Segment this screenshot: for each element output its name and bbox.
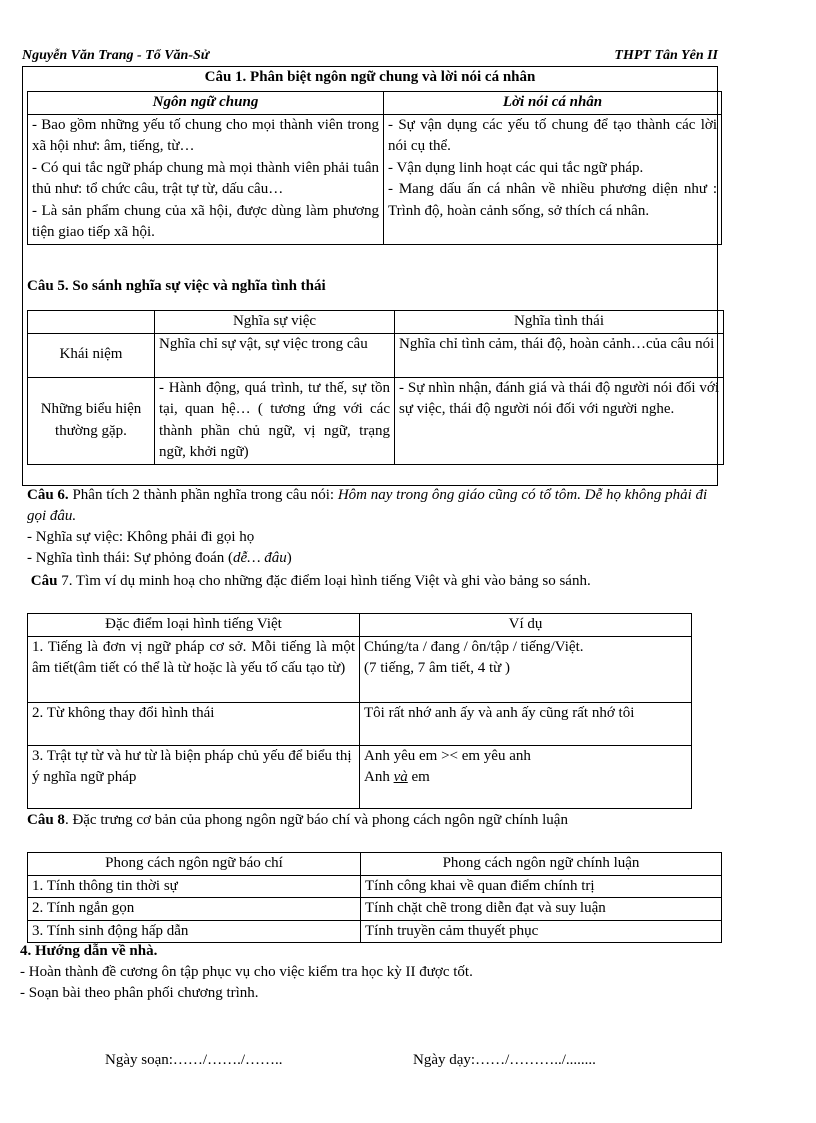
cau1-right-item: - Vận dụng linh hoạt các qui tắc ngữ pháp.	[388, 159, 644, 176]
cau8-title	[27, 810, 717, 831]
cau6-line1: - Nghĩa sự việc: Không phải đi gọi họ	[27, 529, 255, 545]
cau5-row1-c2: Nghĩa chỉ tình cảm, thái độ, hoàn cảnh…của câu nói	[395, 333, 724, 377]
cau8-row-left: 1. Tính thông tin thời sự	[28, 875, 361, 898]
cau1-left-item: - Bao gồm những yếu tố chung cho mọi thành viên trong xã hội như: âm, tiếng, từ…	[32, 116, 379, 154]
cau5-row2-c1: - Hành động, quá trình, tư thế, sự tồn tại, quan hệ… ( tương ứng với các thành phần chủ ngữ, vị ngữ, trạng ngữ, khởi ngữ)	[155, 377, 395, 464]
cau7-r2c1: 2. Từ không thay đổi hình thái	[28, 702, 360, 745]
cau5-row2-label: Những biểu hiện thường gặp.	[28, 377, 155, 464]
cau5-row2-c2: - Sự nhìn nhận, đánh giá và thái độ người nói đối với sự việc, thái độ người nói đối với người nghe.	[395, 377, 724, 464]
cau7-r2c2: Tôi rất nhớ anh ấy và anh ấy cũng rất nhớ tôi	[360, 702, 692, 745]
cau8-table	[27, 852, 722, 943]
cau8-head2: Phong cách ngôn ngữ chính luận	[361, 853, 722, 876]
cau1-left-item: - Có qui tắc ngữ pháp chung mà mọi thành viên phải tuân thủ như: tổ chức câu, trật tự từ, dấu câu…	[32, 159, 379, 197]
cau1-title: Câu 1. Phân biệt ngôn ngữ chung và lời nói cá nhân	[204, 69, 536, 85]
cau8-row-right: Tính công khai về quan điểm chính trị	[361, 875, 722, 898]
cau8-label: Câu 8	[27, 812, 65, 828]
ngay-day: Ngày dạy:……/………../........	[413, 1052, 596, 1068]
cau1-table	[27, 91, 722, 245]
cau7-r1c2	[360, 636, 692, 702]
cau8-row-left: 3. Tính sinh động hấp dẫn	[28, 920, 361, 943]
cau1-right-item: - Sự vận dụng các yếu tố chung để tạo thành các lời nói cụ thể.	[388, 116, 717, 154]
cau8-row-left: 2. Tính ngắn gọn	[28, 898, 361, 921]
author-label: Nguyễn Văn Trang - Tổ Văn-Sử	[22, 48, 210, 63]
cau1-col1-head: Ngôn ngữ chung	[28, 92, 384, 115]
cau8-row-right: Tính truyền cảm thuyết phục	[361, 920, 722, 943]
cau6-quote: Hôm nay trong ông giáo cũng có tổ tôm. Dễ họ không phải đi gọi đâu.	[27, 487, 708, 524]
cau1-right-item: - Mang dấu ấn cá nhân về nhiều phương diện như : Trình độ, hoàn cảnh sống, sở thích cá nhân.	[388, 181, 717, 219]
school-label: THPT Tân Yên II	[614, 48, 718, 63]
cau7-head1: Đặc điểm loại hình tiếng Việt	[28, 614, 360, 637]
cau7-r1c1: 1. Tiếng là đơn vị ngữ pháp cơ sở. Mỗi tiếng là một âm tiết(âm tiết có thể là từ hoặc là yếu tố cấu tạo từ)	[28, 636, 360, 702]
part4-title: 4. Hướng dẫn về nhà.	[20, 943, 158, 959]
cau7-r1c2a: Chúng/ta / đang / ôn/tập / tiếng/Việt.	[364, 638, 584, 655]
part4-line1: - Hoàn thành đề cương ôn tập phục vụ cho việc kiểm tra học kỳ II được tốt.	[20, 964, 473, 980]
cau7-r1c2b: (7 tiếng, 7 âm tiết, 4 từ )	[364, 660, 511, 676]
cau5-head1: Nghĩa sự việc	[155, 311, 395, 334]
cau5-row1-label: Khái niệm	[28, 333, 155, 377]
cau8-text: . Đặc trưng cơ bản của phong ngôn ngữ báo chí và phong cách ngôn ngữ chính luận	[64, 812, 568, 828]
cau7-r3c2b-u: và	[393, 769, 408, 785]
cau5-row1-c1: Nghĩa chỉ sự vật, sự việc trong câu	[155, 333, 395, 377]
cau1-left-item: - Là sản phẩm chung của xã hội, được dùng làm phương tiện giao tiếp xã hội.	[32, 202, 379, 240]
cau6-line2-a: - Nghĩa tình thái: Sự phỏng đoán (	[27, 550, 234, 566]
cau7-r3c2b-b: em	[407, 769, 430, 785]
cau7-label: Câu	[30, 573, 58, 589]
cau7-r3c2a: Anh yêu em >< em yêu anh	[364, 747, 531, 764]
cau7-r3c2b-a: Anh	[364, 769, 394, 785]
cau5-table	[27, 310, 724, 465]
cau6-line2-b: )	[286, 550, 292, 566]
cau1-left-cell	[28, 114, 384, 244]
cau7-head2: Ví dụ	[360, 614, 692, 637]
page-header	[22, 48, 718, 66]
cau8-head1: Phong cách ngôn ngữ báo chí	[28, 853, 361, 876]
cau6-label: Câu 6.	[27, 487, 69, 503]
cau1-right-cell	[384, 114, 722, 244]
cau7-r3c1: 3. Trật tự từ và hư từ là biện pháp chủ yếu để biểu thị ý nghĩa ngữ pháp	[28, 745, 360, 808]
cau7-table	[27, 613, 692, 809]
cau6-text: Phân tích 2 thành phần nghĩa trong câu nói:	[68, 487, 338, 503]
ngay-soan: Ngày soạn:……/……./……..	[105, 1052, 283, 1068]
cau5-head2: Nghĩa tình thái	[395, 311, 724, 334]
cau1-col2-head: Lời nói cá nhân	[384, 92, 722, 115]
cau8-row-right: Tính chặt chẽ trong diễn đạt và suy luận	[361, 898, 722, 921]
part4-block	[20, 941, 720, 1004]
cau5-title: Câu 5. So sánh nghĩa sự việc và nghĩa tình thái	[27, 278, 326, 294]
cau6-block	[27, 485, 717, 569]
cau7-text: 7. Tìm ví dụ minh hoạ cho những đặc điểm loại hình tiếng Việt và ghi vào bảng so sánh.	[57, 573, 591, 589]
cau7-title	[27, 571, 717, 592]
cau6-line2-it: dễ… đâu	[233, 550, 287, 566]
part4-line2: - Soạn bài theo phân phối chương trình.	[20, 985, 259, 1001]
cau7-r3c2	[360, 745, 692, 808]
